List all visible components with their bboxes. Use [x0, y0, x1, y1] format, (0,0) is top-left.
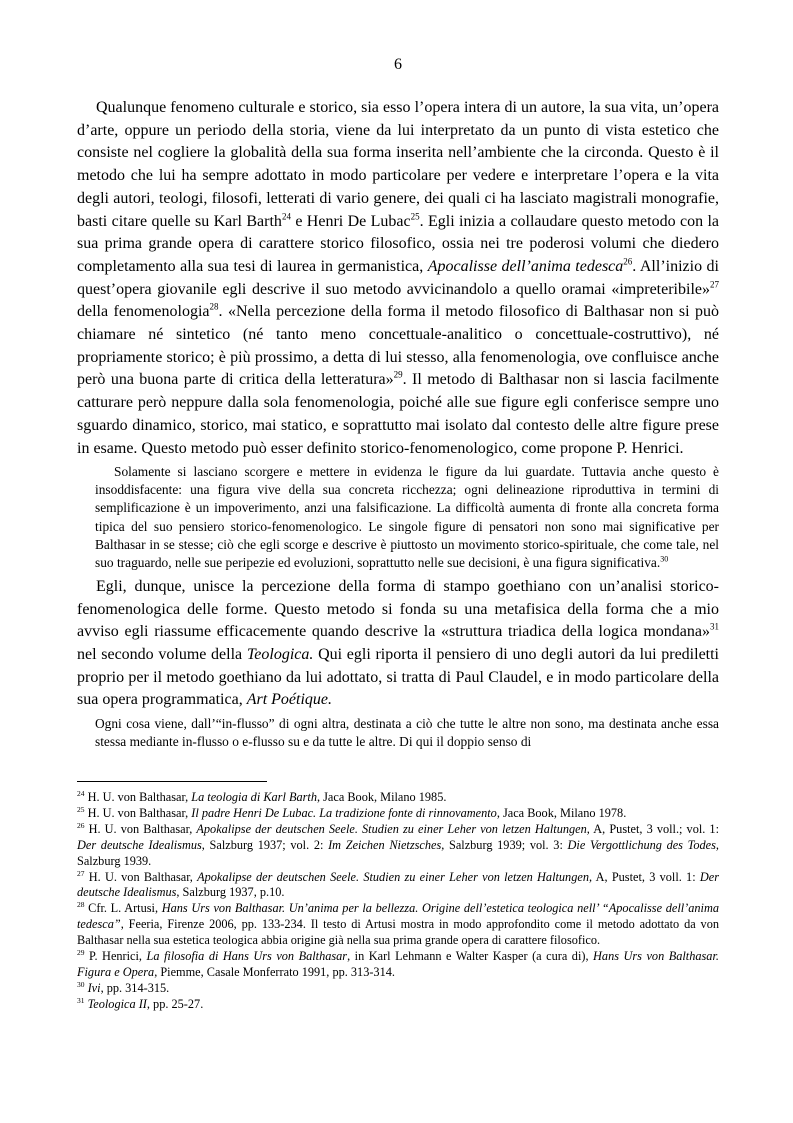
text-run: Solamente si lasciano scorgere e mettere in evidenza le figure da lui guardate. Tuttavia anche questo è insoddisfacente: una figura vive della sua concreta ricchezza; ogni delineazione riproduttiva in termini di semplificazione è un impoverimento, anzi una falsificazione. La difficoltà aumenta di fronte alla concreta forma tipica del suo pensiero storico-fenomenologico. Le singole figure di pensatori non sono mai significative per Balthasar in se stesse; ciò che egli scorge e descrive è piuttosto un movimento storico-spirituale, che come tale, nel suo traguardo, nelle sue peripezie ed evoluzioni, soprattutto nelle sue decisioni, è una figura significativa. [95, 464, 719, 570]
footnote-ref: 26 [623, 256, 633, 267]
footnote-26 [77, 822, 719, 870]
footnote-ref: 24 [281, 211, 291, 222]
footnote-ref: 27 [710, 279, 719, 290]
footnote-ref: 25 [77, 804, 85, 814]
italic-run: Apokalipse der deutschen Seele. Studien zu einer Leher von letzen Haltungen, [197, 869, 593, 884]
footnote-ref: 27 [77, 868, 85, 878]
block-quote-2 [95, 715, 719, 751]
text-run: . Egli inizia a collaudare questo metodo con la sua prima grande opera di carattere storico filosofico, ossia nei tre poderosi volumi che diedero completamento alla sua tesi di laurea in germanistica, [77, 212, 719, 275]
text-run: Egli, dunque, unisce la percezione della forma di stampo goethiano con un’analisi storico-fenomenologica delle forme. Questo metodo si fonda su una metafisica della forma che a mio avviso egli riassume efficacemente quando descrive la «struttura triadica della logica mondana» [77, 577, 719, 641]
italic-run: La teologia di Karl Barth [191, 790, 317, 804]
text-run: Cfr. L. Artusi, [84, 901, 162, 916]
text-run: e Henri De Lubac [290, 212, 411, 230]
page-number: 6 [394, 56, 402, 73]
italic-run: Der deutsche Idealismus [77, 837, 202, 852]
text-run: , pp. 314-315. [100, 980, 170, 995]
footnote-ref: 29 [393, 370, 403, 381]
text-run: P. Henrici, [84, 949, 147, 964]
footnote-ref: 28 [77, 900, 85, 910]
text-run: , Salzburg 1937, p.10. [176, 885, 285, 900]
footnote-ref: 31 [77, 995, 85, 1005]
text-run: nel secondo volume della [77, 645, 247, 663]
text-run: A, Pustet, 3 voll.; vol. 1: [589, 821, 719, 836]
text-run: , Piemme, Casale Monferrato 1991, pp. 313-314. [154, 964, 395, 979]
footnote-24 [77, 790, 719, 806]
text-run: , Feeria, Firenze 2006, pp. 133-234. Il testo di Artusi mostra in modo approfondito come il metodo adottato da von Balthasar nella sua estetica teologica abbia origine già nella sua prima grande opera di carattere filosofico. [77, 917, 719, 948]
text-run: . Il metodo di Balthasar non si lascia facilmente catturare però neppure dalla sola fenomenologia, poiché alle sue figure egli conferisce sempre uno sguardo dinamico, storico, mai statico, e soprattutto mai isolato dal contesto delle altre figure prese in esame. Questo metodo può esser definito storico-fenomenologico, come propone P. Henrici. [77, 371, 719, 457]
text-run: H. U. von Balthasar, [84, 790, 192, 804]
paragraph-2 [77, 576, 719, 712]
block-quote-1 [95, 463, 719, 572]
footnote-ref: 30 [660, 554, 669, 564]
footnote-ref: 31 [710, 621, 719, 632]
footnote-27 [77, 870, 719, 902]
footnote-separator [77, 781, 267, 782]
text-run: . «Nella percezione della forma il metodo filosofico di Balthasar non si può chiamare né sintetico (né tanto meno concettuale-analitico o concettuale-costruttivo), né propriamente storico; è più prossimo, a detta di lui stesso, alla fenomenologia, ove confluisce anche però una buona parte di critica della letteratura» [77, 303, 720, 389]
main-text [77, 97, 719, 755]
italic-run: Teologica II [87, 996, 147, 1011]
footnote-ref: 30 [77, 979, 85, 989]
text-run: A, Pustet, 3 voll. 1: [592, 869, 700, 884]
footnote-30 [77, 981, 719, 997]
text-run: , Jaca Book, Milano 1978. [496, 805, 627, 820]
footnote-ref: 25 [410, 211, 420, 222]
italic-run: Il padre Henri De Lubac. La tradizione fonte di rinnovamento [191, 805, 497, 820]
italic-run: Apokalipse der deutschen Seele. Studien zu einer Leher von letzen Haltungen, [196, 821, 590, 836]
text-run: , pp. 25-27. [146, 996, 204, 1011]
italic-run: Im Zeichen Nietzsches, [328, 837, 445, 852]
footnotes [77, 790, 719, 1013]
text-run: . All’inizio di quest’opera giovanile egli descrive il suo metodo avvicinandolo a quello oramai «impreteribile» [77, 257, 720, 298]
text-run: H. U. von Balthasar, [84, 805, 192, 820]
footnote-29 [77, 949, 719, 981]
text-run: della fenomenologia [77, 303, 210, 321]
footnote-ref: 26 [77, 820, 85, 830]
text-run: Salzburg 1939. [77, 853, 152, 868]
block-quote-2-text [95, 715, 719, 751]
text-run: Salzburg 1939; vol. 3: [444, 837, 568, 852]
footnote-ref: 29 [77, 947, 85, 957]
text-run: H. U. von Balthasar, [84, 869, 198, 884]
italic-run: La filosofia di Hans Urs von Balthasar [146, 949, 348, 964]
italic-run: Apocalisse dell’anima tedesca [427, 257, 624, 275]
italic-run: Hans Urs von Balthasar. Un’anima per la bellezza. Origine dell’estetica teologica nell’ “Apocalisse dell’anima tedesca” [77, 901, 719, 932]
text-run: , Salzburg 1937; vol. 2: [201, 837, 329, 852]
paragraph-1 [77, 97, 719, 460]
italic-run: Art Poétique. [246, 691, 333, 709]
block-quote-1-text [95, 463, 719, 572]
footnote-ref: 28 [209, 302, 219, 312]
italic-run: Der deutsche Idealismus [77, 869, 720, 900]
italic-run: Die Vergottlichung des Todes, [567, 837, 719, 852]
italic-run: Hans Urs von Balthasar. Figura e Opera [77, 949, 719, 979]
footnote-28 [77, 901, 719, 949]
text-run: Qualunque fenomeno culturale e storico, sia esso l’opera intera di un autore, la sua vita, un’opera d’arte, oppure un periodo della storia, viene da lui interpretato da un punto di vista estetico che consiste nel cogliere la globalità della sua forma inserita nell’ambiente che la circonda. Questo è il metodo che lui ha sempre adottato in modo particolare per vedere e interpretare l’opera e la vita degli autori, teologi, filosofi, letterati di vario genere, dei quali ci ha lasciato magistrali monografie, basti citare quelle su Karl Barth [77, 99, 719, 230]
footnote-ref: 24 [77, 788, 85, 798]
footnote-25 [77, 806, 719, 822]
italic-run: Ivi [87, 980, 101, 995]
italic-run: Teologica. [246, 645, 314, 663]
text-run: , in Karl Lehmann e Walter Kasper (a cura di), [347, 949, 594, 964]
text-run: , Jaca Book, Milano 1985. [316, 790, 447, 804]
text-run: Ogni cosa viene, dall’“in-flusso” di ogni altra, destinata a ciò che tutte le altre non sono, ma destinata anche essa stessa mediante in-flusso o e-flusso su e da tutte le altre. Di qui il doppio senso di [95, 716, 719, 750]
text-run: Qui egli riporta il pensiero di uno degli autori da lui prediletti proprio per il metodo goethiano da lui adottato, si tratta di Paul Claudel, e in modo particolare della sua opera programmatica, [77, 645, 719, 709]
footnote-31 [77, 997, 719, 1013]
text-run: H. U. von Balthasar, [84, 821, 197, 836]
